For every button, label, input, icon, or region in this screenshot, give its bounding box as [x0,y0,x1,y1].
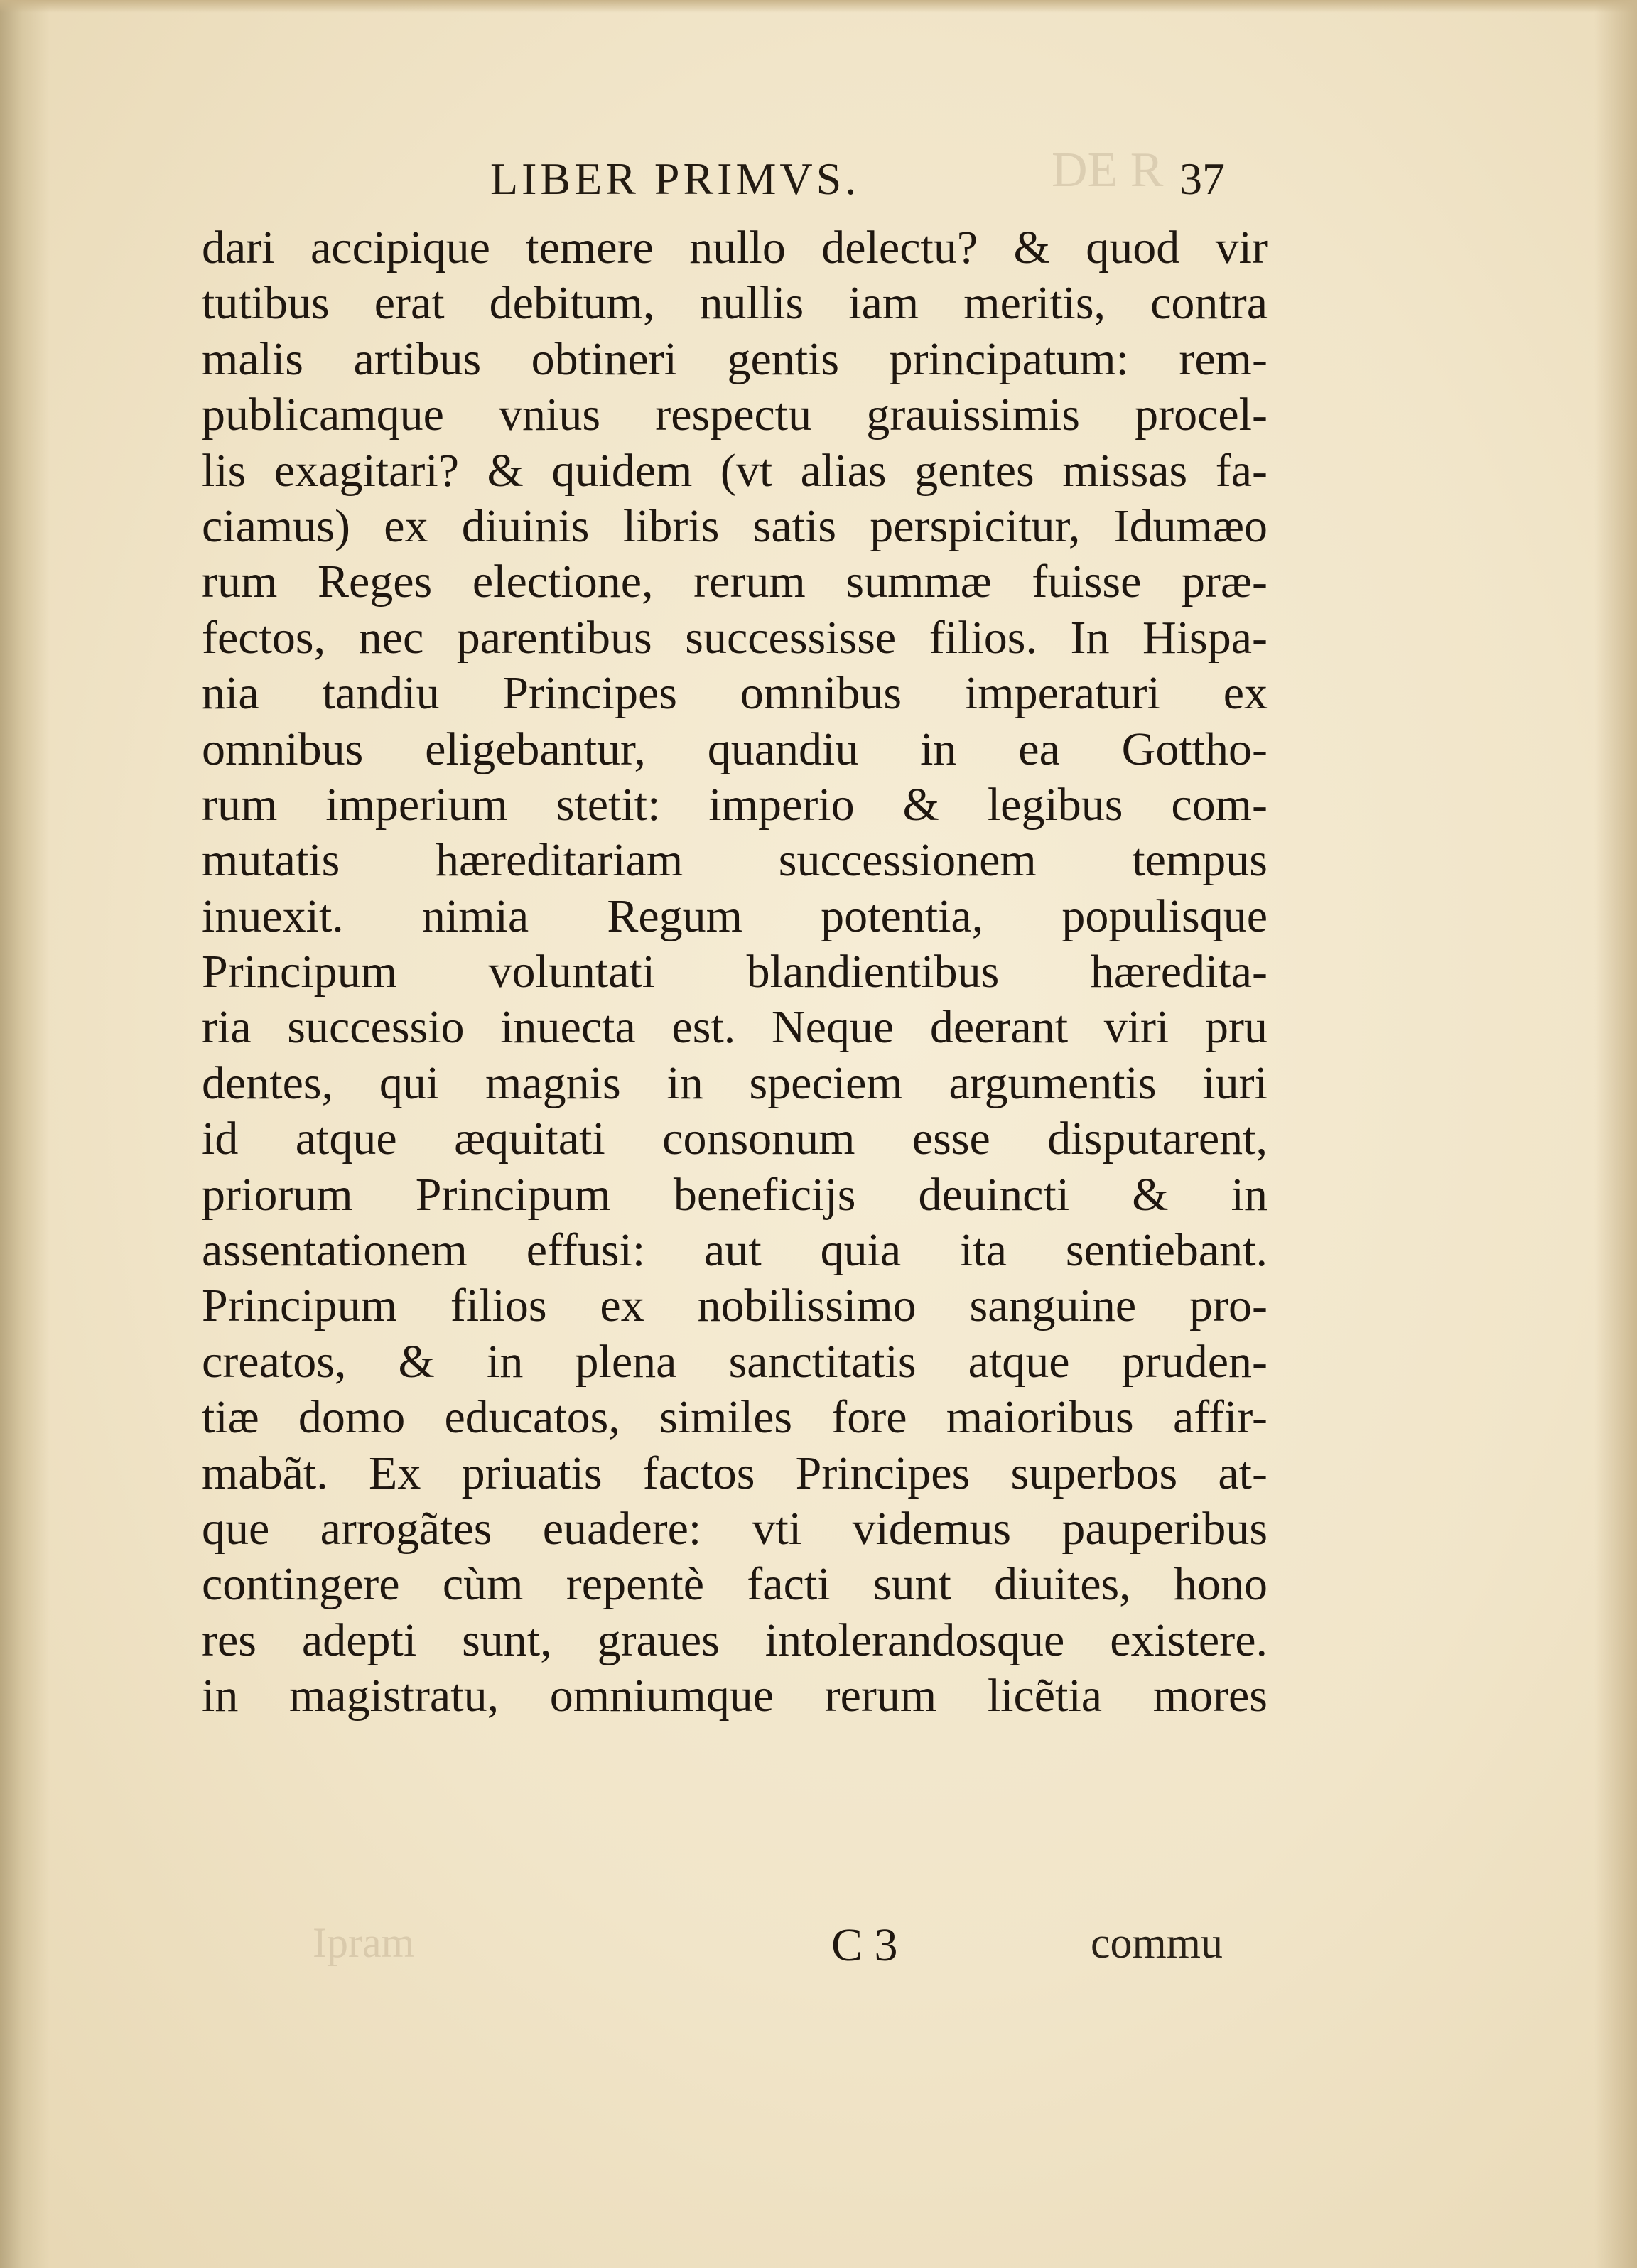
text-line: malis artibus obtineri gentis principatum: rem- [202,333,1268,385]
text-line: dari accipique temere nullo delectu? & quod vir [202,222,1268,274]
text-line: lis exagitari? & quidem (vt alias gentes missas fa- [202,444,1268,497]
text-line: Principum voluntati blandientibus hæredita- [202,946,1268,998]
text-line: ria successio inuecta est. Neque deerant viri pru [202,1001,1268,1054]
text-line: omnibus eligebantur, quandiu in ea Gottho- [202,723,1268,775]
text-line: dentes, qui magnis in speciem argumentis iuri [202,1057,1268,1109]
text-line: nia tandiu Principes omnibus imperaturi ex [202,667,1268,720]
text-line: ciamus) ex diuinis libris satis perspicitur, Idumæo [202,500,1268,552]
running-head: LIBER PRIMVS. [490,153,860,204]
text-line: que arrogãtes euadere: vti videmus pauperibus [202,1502,1268,1555]
text-line: rum imperium stetit: imperio & legibus com- [202,778,1268,831]
page-number: 37 [1179,153,1225,204]
show-through-mark: DE R [1052,143,1164,198]
gutter-shadow [0,0,50,2268]
signature-mark: C 3 [831,1919,898,1971]
text-line: mutatis hæreditariam successionem tempus [202,834,1268,887]
text-line: creatos, & in plena sanctitatis atque pruden- [202,1335,1268,1388]
show-through-mark: Ipram [313,1919,415,1966]
text-line: res adepti sunt, graues intolerandosque existere. [202,1614,1268,1666]
catchword: commu [1091,1919,1223,1967]
text-line: tiæ domo educatos, similes fore maioribus affir- [202,1391,1268,1444]
text-line: Principum filios ex nobilissimo sanguine pro- [202,1280,1268,1332]
text-line: assentationem effusi: aut quia ita sentiebant. [202,1224,1268,1277]
text-line: id atque æquitati consonum esse disputarent, [202,1113,1268,1165]
body-text [202,220,1268,1724]
text-line: fectos, nec parentibus successisse filios. In Hispa- [202,611,1268,664]
text-line: priorum Principum beneficijs deuincti & in [202,1168,1268,1221]
text-line: rum Reges electione, rerum summæ fuisse præ- [202,556,1268,608]
text-line: tutibus erat debitum, nullis iam meritis, contra [202,277,1268,330]
page-top-edge [0,0,1637,13]
text-line: in magistratu, omniumque rerum licẽtia mores [202,1670,1268,1722]
text-line: publicamque vnius respectu grauissimis procel- [202,389,1268,441]
text-line: contingere cùm repentè facti sunt diuites, hono [202,1558,1268,1611]
text-line: inuexit. nimia Regum potentia, populisque [202,890,1268,942]
text-line: mabãt. Ex priuatis factos Principes superbos at- [202,1447,1268,1499]
page-right-edge [1594,0,1637,2268]
